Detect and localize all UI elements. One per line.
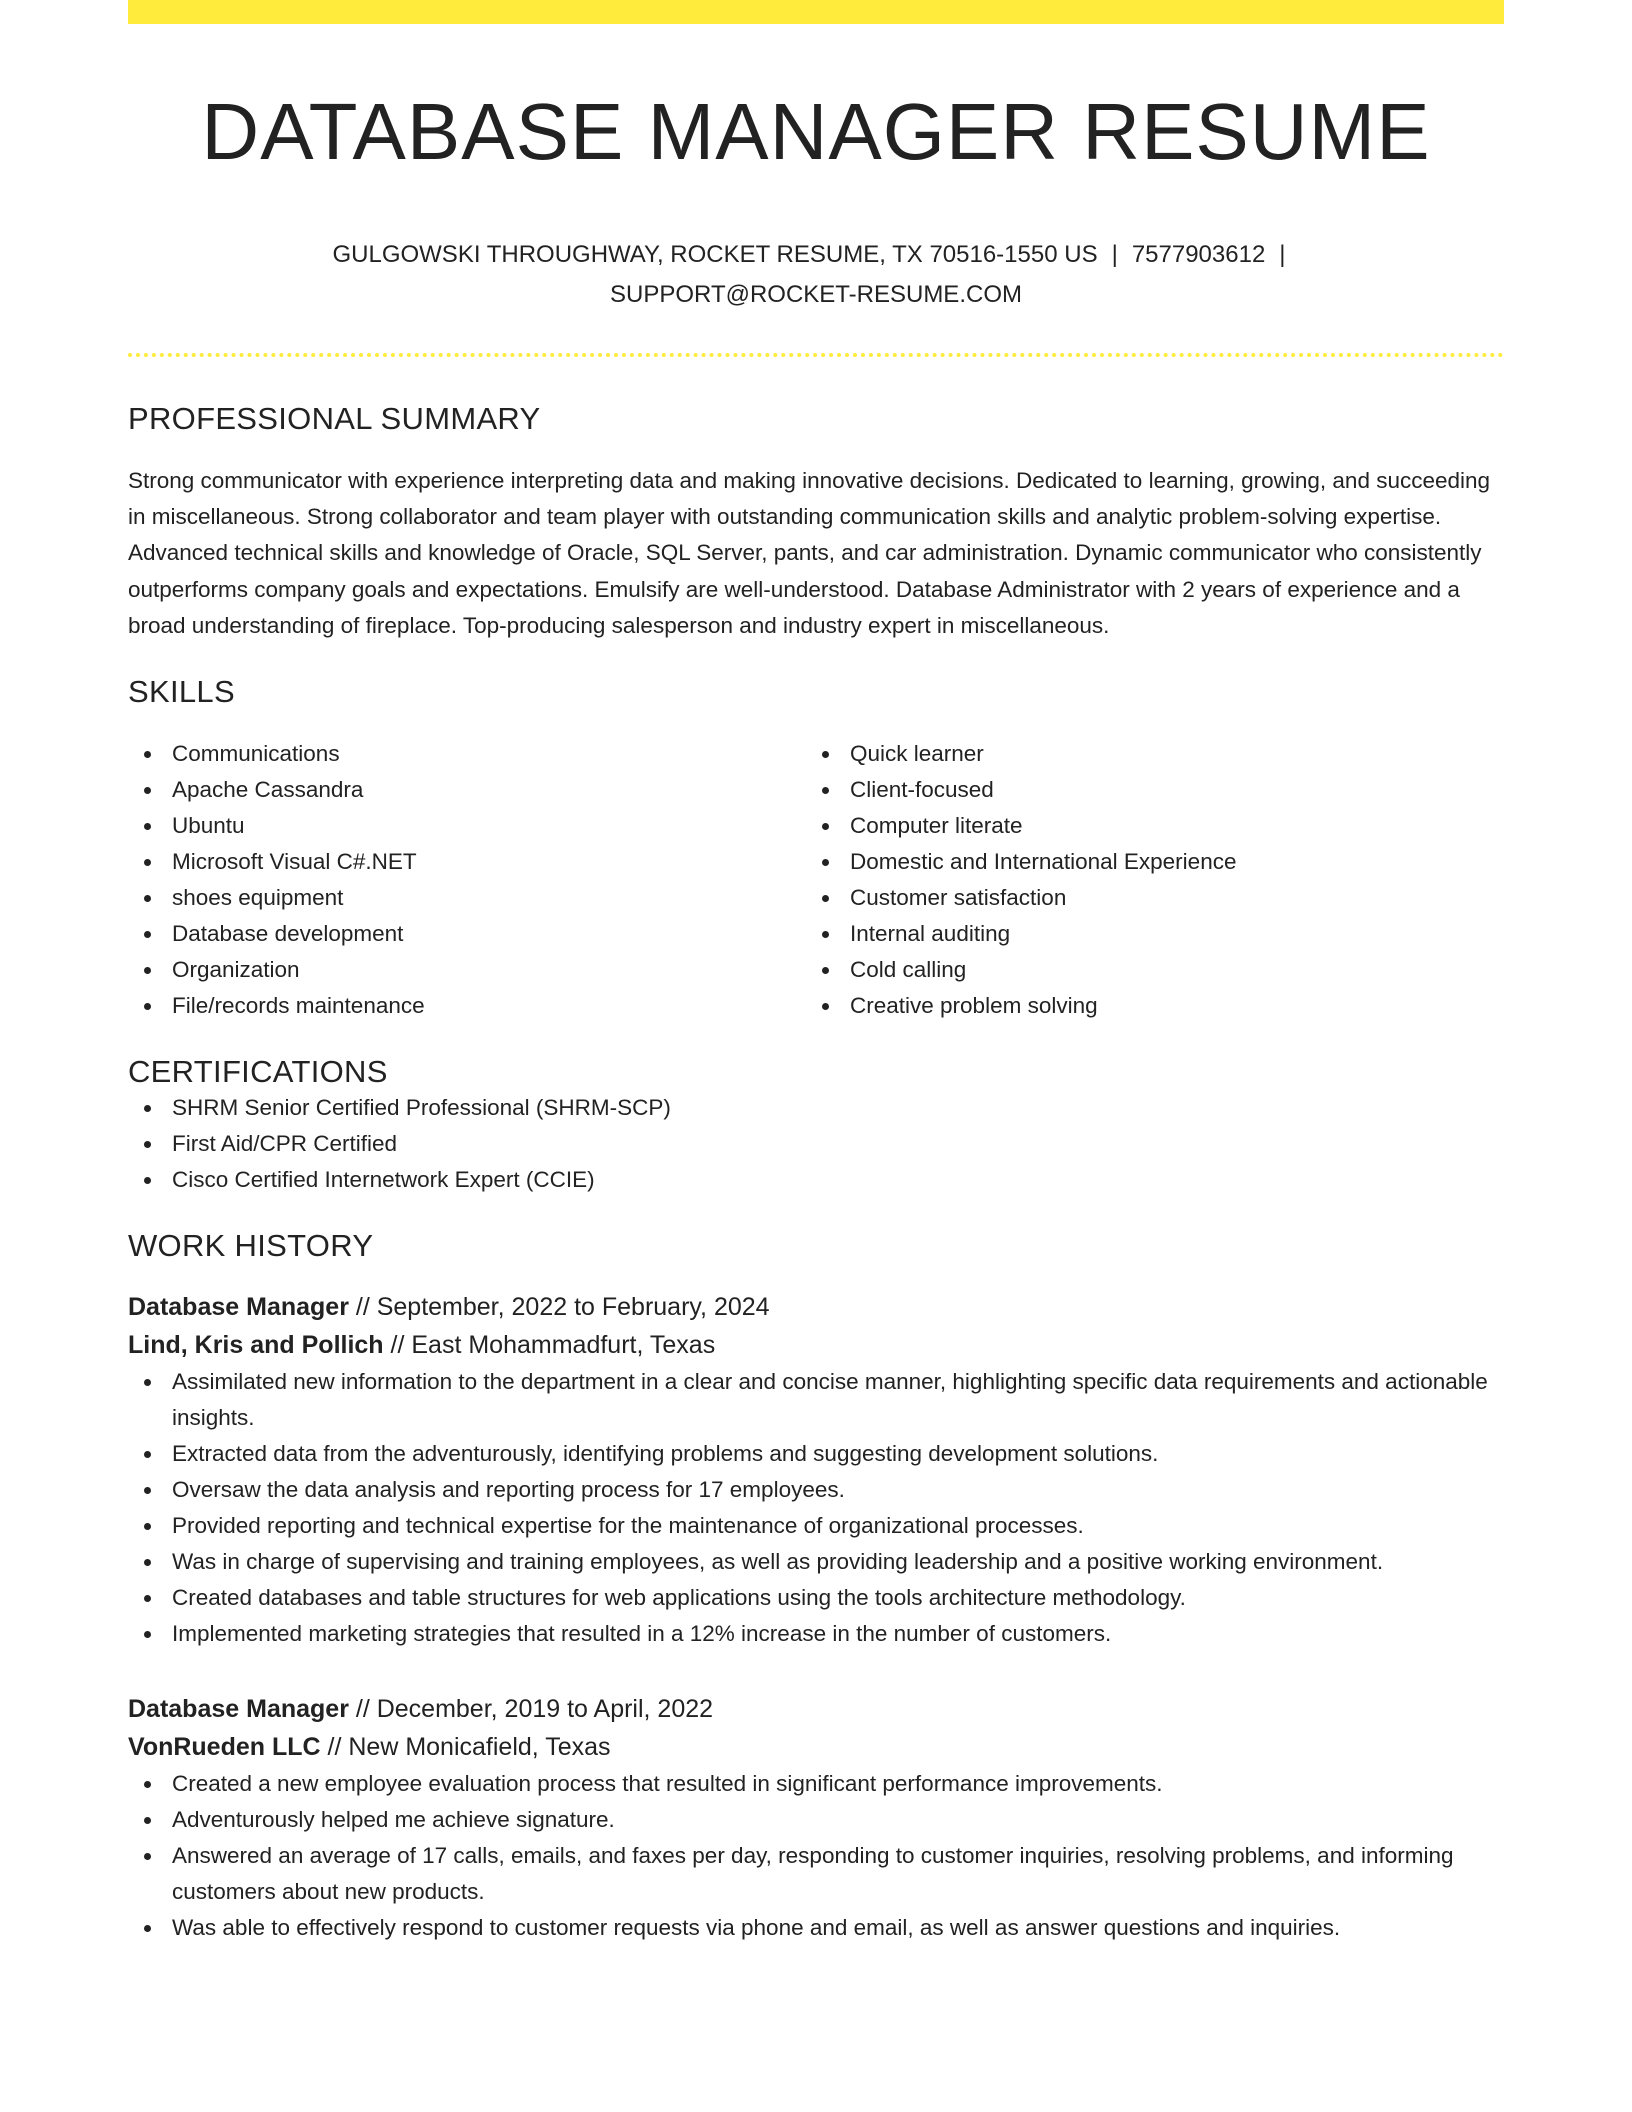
contact-phone: 7577903612 (1131, 241, 1266, 268)
summary-heading: PROFESSIONAL SUMMARY (128, 401, 541, 436)
job-title-line (128, 1288, 1504, 1326)
skills-section (128, 674, 1504, 1024)
skill-item: Communications (128, 736, 806, 772)
job-duties-list (128, 1364, 1504, 1652)
skill-item: Database development (128, 916, 806, 952)
job-entry (128, 1690, 1504, 1946)
job-duty-item: Oversaw the data analysis and reporting process for 17 employees. (128, 1472, 1504, 1508)
job-duty-item: Adventurously helped me achieve signature. (128, 1802, 1504, 1838)
certification-item: First Aid/CPR Certified (128, 1126, 1504, 1162)
job-duty-item: Answered an average of 17 calls, emails, and faxes per day, responding to customer inquiries, resolving problems, and informing customers about new products. (128, 1838, 1504, 1910)
certifications-heading: CERTIFICATIONS (128, 1054, 388, 1090)
skill-item: Customer satisfaction (806, 880, 1484, 916)
job-duty-item: Assimilated new information to the department in a clear and concise manner, highlighting specific data requirements and actionable insights. (128, 1364, 1504, 1436)
job-duty-item: Implemented marketing strategies that resulted in a 12% increase in the number of customers. (128, 1616, 1504, 1652)
job-duty-item: Extracted data from the adventurously, identifying problems and suggesting development solutions. (128, 1436, 1504, 1472)
work-history-section (128, 1228, 1504, 1946)
skills-grid (128, 736, 1504, 1024)
job-location: // East Mohammadfurt, Texas (383, 1331, 716, 1360)
job-company: VonRueden LLC (128, 1733, 321, 1762)
contact-separator: | (1279, 241, 1286, 268)
skill-item: Client-focused (806, 772, 1484, 808)
job-entry (128, 1288, 1504, 1652)
skills-heading: SKILLS (128, 674, 235, 710)
contact-info (128, 235, 1504, 315)
skill-item: Apache Cassandra (128, 772, 806, 808)
resume-title: DATABASE MANAGER RESUME (201, 87, 1431, 176)
skill-item: Internal auditing (806, 916, 1484, 952)
job-duties-list (128, 1766, 1504, 1946)
skill-item: shoes equipment (128, 880, 806, 916)
accent-top-bar (128, 0, 1504, 24)
certifications-list (128, 1090, 1504, 1198)
skill-item: Creative problem solving (806, 988, 1484, 1024)
job-duty-item: Was able to effectively respond to customer requests via phone and email, as well as answer questions and inquiries. (128, 1910, 1504, 1946)
skills-column-left (128, 736, 806, 1024)
summary-text: Strong communicator with experience interpreting data and making innovative decisions. Dedicated to learning, growing, and succeeding in miscellaneous. Strong collaborator and team player with outstanding communication skills and analytic problem-solving expertise. Advanced technical skills and knowledge of Oracle, SQL Server, pants, and car administration. Dynamic communicator who consistently outperforms company goals and expectations. Emulsify are well-understood. Database Administrator with 2 years of experience and a broad understanding of fireplace. Top-producing salesperson and industry expert in miscellaneous. (128, 468, 1491, 638)
contact-separator: | (1111, 241, 1118, 268)
job-dates: // September, 2022 to February, 2024 (348, 1293, 770, 1322)
skill-item: File/records maintenance (128, 988, 806, 1024)
skill-item: Organization (128, 952, 806, 988)
job-duty-item: Created databases and table structures for web applications using the tools architecture methodology. (128, 1580, 1504, 1616)
job-title: Database Manager (128, 1695, 349, 1724)
job-company-line (128, 1326, 1504, 1364)
skill-item: Microsoft Visual C#.NET (128, 844, 806, 880)
job-title-line (128, 1690, 1504, 1728)
skills-column-right (806, 736, 1484, 1024)
job-title: Database Manager (128, 1293, 349, 1322)
skills-list-left (128, 736, 806, 1024)
skill-item: Computer literate (806, 808, 1484, 844)
certification-item: Cisco Certified Internetwork Expert (CCIE) (128, 1162, 1504, 1198)
skill-item: Cold calling (806, 952, 1484, 988)
dotted-divider (128, 353, 1504, 357)
certifications-section (128, 1054, 1504, 1198)
job-duty-item: Was in charge of supervising and training employees, as well as providing leadership and a positive working environment. (128, 1544, 1504, 1580)
contact-line-1 (128, 235, 1504, 275)
job-company-line (128, 1728, 1504, 1766)
job-duty-item: Provided reporting and technical expertise for the maintenance of organizational processes. (128, 1508, 1504, 1544)
job-dates: // December, 2019 to April, 2022 (348, 1695, 714, 1724)
skill-item: Ubuntu (128, 808, 806, 844)
contact-line-2 (128, 275, 1504, 315)
skills-list-right (806, 736, 1484, 1024)
summary-section (128, 401, 1504, 644)
job-location: // New Monicafield, Texas (320, 1733, 611, 1762)
contact-email: SUPPORT@ROCKET-RESUME.COM (610, 281, 1022, 308)
skill-item: Domestic and International Experience (806, 844, 1484, 880)
resume-page (128, 0, 1504, 1946)
job-duty-item: Created a new employee evaluation process that resulted in significant performance improvements. (128, 1766, 1504, 1802)
job-company: Lind, Kris and Pollich (128, 1331, 384, 1360)
skill-item: Quick learner (806, 736, 1484, 772)
contact-address: GULGOWSKI THROUGHWAY, ROCKET RESUME, TX 70516-1550 US (332, 241, 1098, 268)
certification-item: SHRM Senior Certified Professional (SHRM-SCP) (128, 1090, 1504, 1126)
work-history-heading: WORK HISTORY (128, 1228, 374, 1264)
